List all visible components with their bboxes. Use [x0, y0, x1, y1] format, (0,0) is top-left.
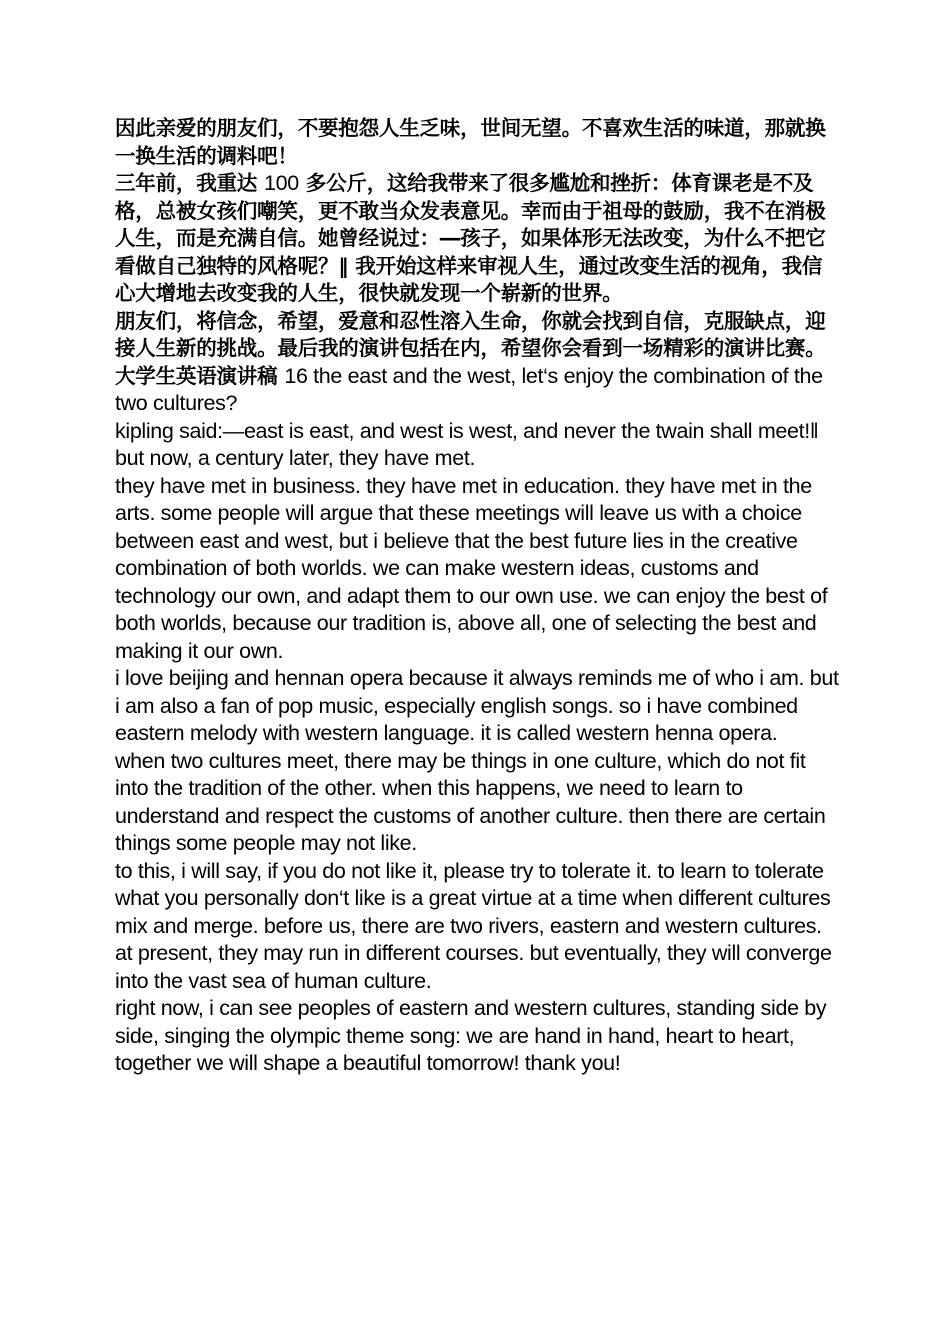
paragraph-opera: i love beijing and hennan opera because it always reminds me of who i am. but i am also a fan of pop music, especially english songs. so i have combined eastern melody with western language. it is called western henna opera.	[115, 666, 839, 745]
paragraph-kipling-quote: kipling said:―east is east, and west is west, and never the twain shall meet!‖ but now, a century later, they have met.	[115, 418, 819, 470]
weight-number: 100	[264, 171, 299, 195]
closing-text-cn: 朋友们，将信念，希望，爱意和忍性溶入生命，你就会找到自信，克服缺点，迎接人生新的挑战。最后我的演讲包括在内，希望你会看到一场精彩的演讲比赛。 大学生英语演讲稿	[115, 308, 826, 388]
speech-title-en: 16 the east and the west, let‘s enjoy the combination of the two cultures?	[115, 363, 823, 415]
weight-story-text-b: 多公斤，这给我带来了很多尴尬和挫折：体育课老是不及格，总被女孩们嘲笑，更不敢当众发表意见。幸而由于祖母的鼓励，我不在消极人生，而是充满自信。她曾经说过：―孩子，如果体形无法改变，为什么不把它看做自己独特的风格呢？‖ 我开始这样来审视人生，通过改变生活的视角，我信心大增地去改变我的人生，很快就发现一个崭新的世界。	[115, 171, 826, 305]
document-page	[115, 115, 840, 1078]
paragraph-speech-title	[115, 308, 840, 418]
paragraph-cultures-meet: when two cultures meet, there may be things in one culture, which do not fit into the tradition of the other. when this happens, we need to learn to understand and respect the customs of another culture. then there are certain things some people may not like.	[115, 748, 826, 855]
paragraph-meetings: they have met in business. they have met in education. they have met in the arts. some people will argue that these meetings will leave us with a choice between east and west, but i believe that the best future lies in the creative combination of both worlds. we can make western ideas, customs and technology our own, and adapt them to our own use. we can enjoy the best of both worlds, because our tradition is, above all, one of selecting the best and making it our own.	[115, 473, 828, 663]
paragraph-olympic: right now, i can see peoples of eastern and western cultures, standing side by side, singing the olympic theme song: we are hand in hand, heart to heart, together we will shape a beautiful tomorrow! thank you!	[115, 996, 827, 1075]
paragraph-weight-story-cn	[115, 170, 840, 308]
paragraph-tolerate: to this, i will say, if you do not like it, please try to tolerate it. to learn to tolerate what you personally don‘t like is a great virtue at a time when different cultures mix and merge. before us, there are two rivers, eastern and western cultures. at present, they may run in different courses. but eventually, they will converge into the vast sea of human culture.	[115, 858, 832, 993]
weight-story-text-a: 三年前，我重达	[115, 171, 265, 195]
paragraph-conclusion-cn: 因此亲爱的朋友们，不要抱怨人生乏味，世间无望。不喜欢生活的味道，那就换一换生活的调料吧！	[115, 116, 826, 168]
